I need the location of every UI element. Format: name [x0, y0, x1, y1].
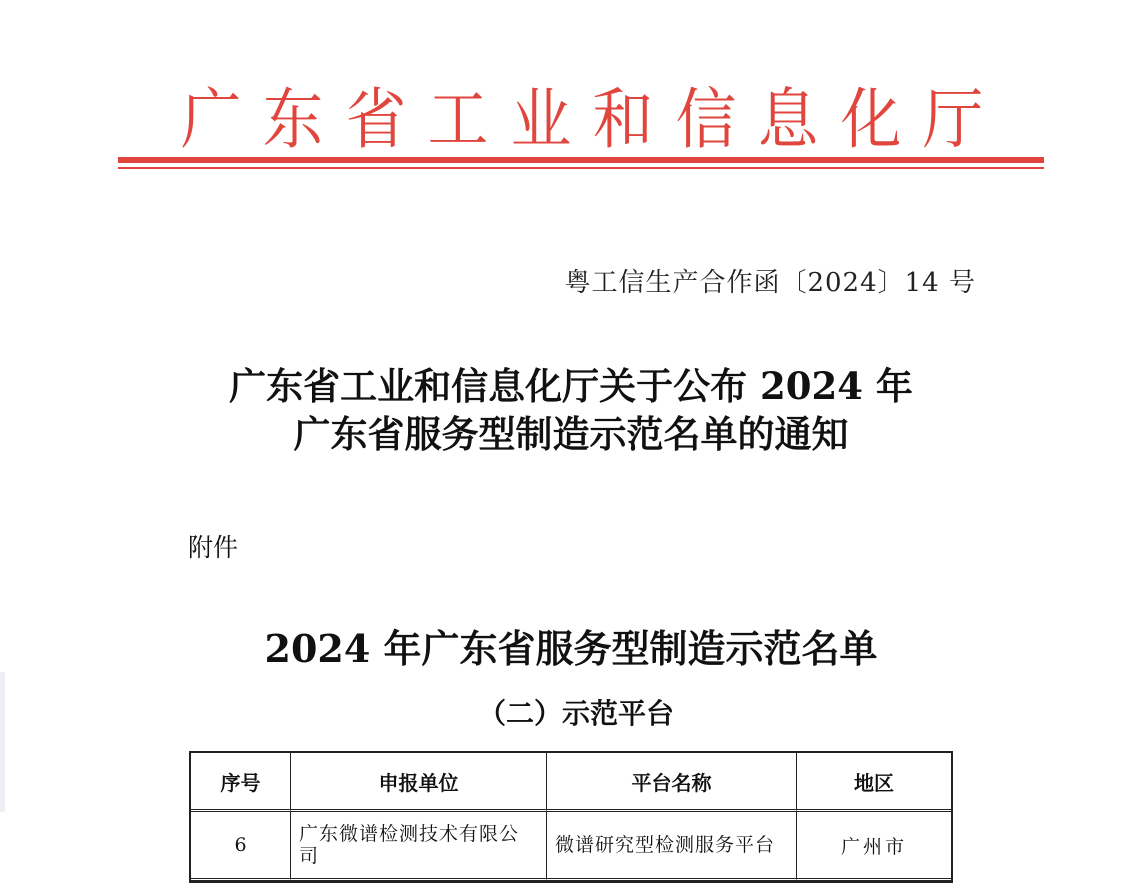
cell-platform: 微谱研究型检测服务平台	[547, 812, 797, 881]
cell-unit: 广东微谱检测技术有限公司	[291, 812, 547, 881]
masthead-char: 和	[592, 80, 654, 158]
masthead-char: 厅	[922, 80, 984, 158]
table-header-row	[191, 753, 951, 812]
header-platform: 平台名称	[547, 753, 797, 812]
table-row	[191, 812, 951, 881]
masthead-char: 信	[675, 80, 736, 158]
section-title: （二）示范平台	[477, 697, 674, 730]
header-unit: 申报单位	[291, 753, 547, 812]
notice-title-line-1: 广东省工业和信息化厅关于公布 2024 年	[229, 364, 913, 408]
document-number: 粤工信生产合作函〔2024〕14 号	[564, 268, 976, 298]
masthead-char: 化	[840, 80, 901, 158]
masthead-char: 业	[510, 80, 572, 158]
masthead-char: 省	[345, 80, 407, 158]
notice-title-line-2: 广东省服务型制造示范名单的通知	[293, 412, 849, 456]
agency-masthead	[118, 68, 1044, 158]
attachment-label: 附件	[188, 533, 239, 562]
list-title: 2024 年广东省服务型制造示范名单	[264, 626, 878, 671]
header-index: 序号	[191, 753, 291, 812]
masthead-rule-thin	[118, 167, 1044, 169]
demonstration-table	[189, 751, 953, 883]
cell-region: 广州市	[797, 812, 951, 881]
masthead-char: 工	[427, 80, 489, 158]
cell-index: 6	[191, 812, 291, 881]
masthead-rule-thick	[118, 157, 1044, 163]
masthead-char: 东	[263, 80, 324, 158]
masthead-char: 广	[180, 80, 242, 158]
header-region: 地区	[797, 753, 951, 812]
masthead-char: 息	[757, 80, 819, 158]
